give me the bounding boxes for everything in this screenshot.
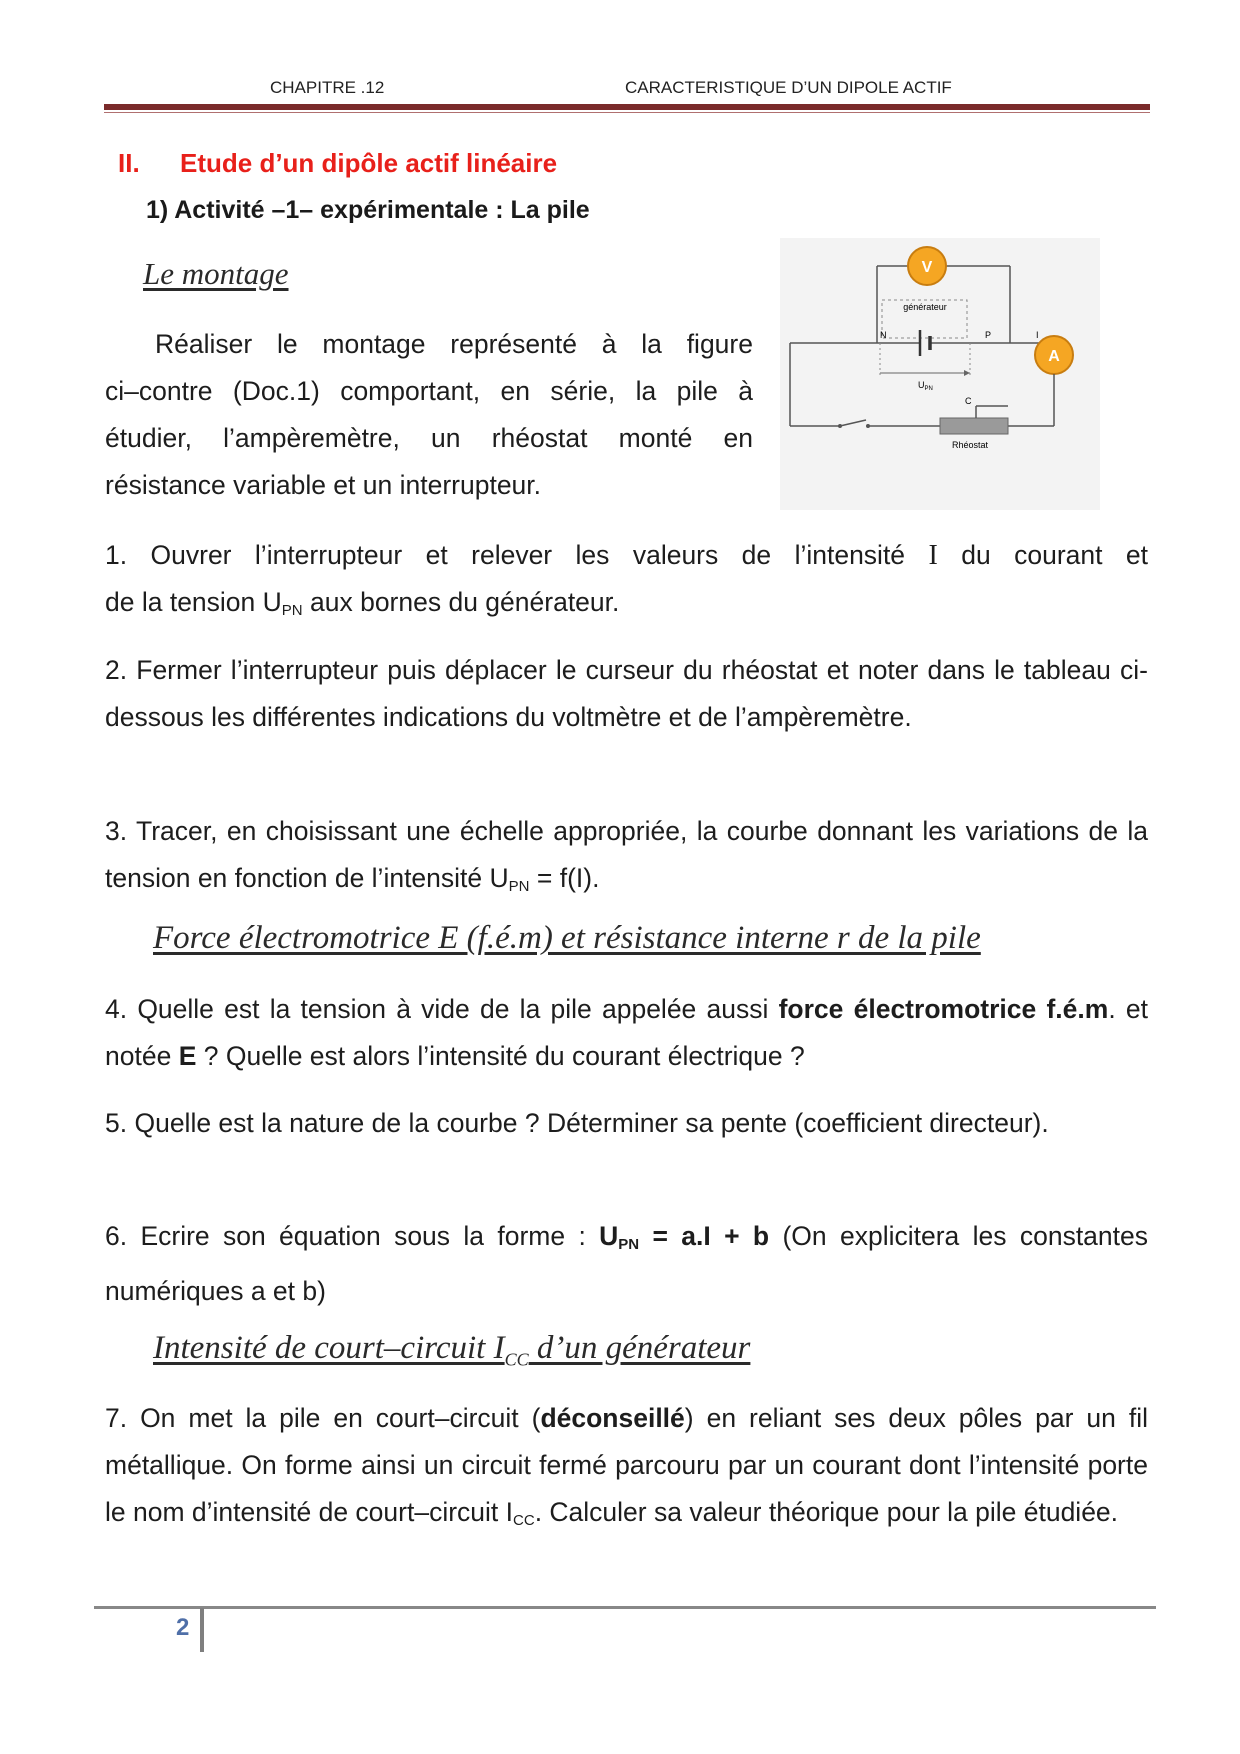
q1-symbol-i: I: [928, 540, 938, 571]
node-c: C: [965, 396, 972, 406]
question-2: 2. Fermer l’interrupteur puis déplacer le curseur du rhéostat et noter dans le tableau ci-dessous les différentes indications du voltmètre et de l’ampèremètre.: [105, 655, 1148, 732]
q1-sub: PN: [281, 602, 303, 619]
q4-text-2: . et notée: [105, 994, 1148, 1071]
current-label: I: [1036, 330, 1039, 340]
intro-paragraph: [105, 321, 753, 509]
circuit-diagram: [780, 238, 1100, 510]
question-7: [105, 1395, 1148, 1544]
footer-rule: [94, 1606, 1156, 1609]
rheostat: [940, 418, 1008, 434]
node-n: N: [880, 330, 887, 340]
q4-bold-fem: force électromotrice f.é.m: [778, 994, 1109, 1024]
rheostat-label: Rhéostat: [952, 440, 989, 450]
header-chapter: CHAPITRE .12: [270, 78, 385, 97]
q3-text-end: = f(I).: [529, 863, 600, 893]
subsection-heading: 1) Activité –1– expérimentale : La pile: [146, 196, 590, 224]
q6-equation: $U_{PN} = a.I + b$: [599, 1221, 770, 1253]
section-heading: [118, 148, 557, 179]
intro-line: Réaliser le montage représenté à la figure: [155, 329, 753, 359]
voltmeter-label: V: [921, 259, 933, 276]
q6-text-2: (On explicitera les constantes numériques a et b): [105, 1221, 1149, 1306]
intro-line: ci–contre (Doc.1) comportant, en série, la pile à: [105, 376, 753, 406]
heading-fem: Force électromotrice E (f.é.m) et résistance interne r de la pile: [153, 920, 981, 956]
question-3: [105, 808, 1148, 910]
q4-bold-e: E: [178, 1041, 197, 1071]
header-rule-thin: [104, 112, 1150, 113]
intro-line: étudier, l’ampèremètre, un rhéostat monté en: [105, 423, 753, 453]
q7-text-2: ) en reliant ses deux pôles par un fil métallique. On forme ainsi un circuit fermé parcouru par un courant dont l’intensité porte le nom d’intensité de court–circuit I: [105, 1403, 1148, 1527]
heading-montage: Le montage: [143, 256, 289, 291]
footer-bar: [200, 1608, 204, 1652]
upn-label: $U_{PN}$: [918, 380, 933, 392]
question-1: [105, 532, 1148, 634]
header-rule: [104, 104, 1150, 110]
q7-sub: CC: [513, 1512, 535, 1529]
q3-text: 3. Tracer, en choisissant une échelle appropriée, la courbe donnant les variations de la tension en fonction de l’intensité U: [105, 816, 1148, 893]
q7-text: 7. On met la pile en court–circuit (: [105, 1403, 541, 1433]
q7-text-3: . Calculer sa valeur théorique pour la pile étudiée.: [534, 1497, 1119, 1527]
heading-icc: Intensité de court–circuit $I_{CC}$ d’un générateur: [153, 1330, 751, 1370]
question-4: [105, 986, 1148, 1080]
ammeter-label: A: [1048, 348, 1060, 365]
section-title: Etude d’un dipôle actif linéaire: [180, 148, 558, 178]
q1-line2-end: aux bornes du générateur.: [302, 587, 620, 617]
question-6: [105, 1213, 1148, 1315]
intro-line: résistance variable et un interrupteur.: [105, 470, 542, 500]
q1-text-mid: du courant et: [937, 540, 1149, 570]
generator-label: générateur: [903, 302, 947, 312]
page-number: 2: [176, 1614, 190, 1641]
header-title: CARACTERISTIQUE D’UN DIPOLE ACTIF: [625, 78, 952, 97]
question-5: 5. Quelle est la nature de la courbe ? Déterminer sa pente (coefficient directeur).: [105, 1108, 1049, 1138]
node-p: P: [985, 330, 992, 340]
q1-text: 1. Ouvrer l’interrupteur et relever les valeurs de l’intensité: [105, 540, 929, 570]
q6-text: 6. Ecrire son équation sous la forme :: [105, 1221, 600, 1251]
section-number: II.: [118, 148, 140, 178]
q4-text: 4. Quelle est la tension à vide de la pile appelée aussi: [105, 994, 779, 1024]
q1-line2: de la tension U: [105, 587, 282, 617]
q3-sub: PN: [508, 878, 530, 895]
q7-bold: déconseillé: [540, 1403, 685, 1433]
q4-text-3: ? Quelle est alors l’intensité du courant électrique ?: [196, 1041, 805, 1071]
